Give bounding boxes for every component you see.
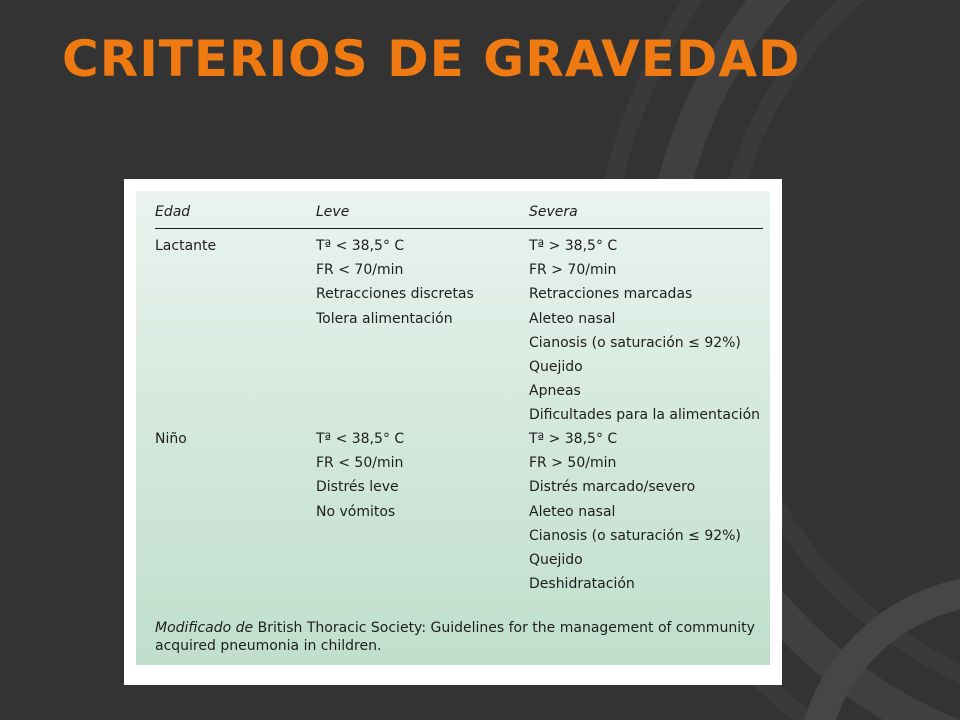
nino-leve-item: Tª < 38,5° C <box>316 431 405 447</box>
lactante-severa-item: Cianosis (o saturación ≤ 92%) <box>529 335 741 351</box>
nino-severa-item: Aleteo nasal <box>529 504 616 520</box>
nino-severa-item: Tª > 38,5° C <box>529 431 618 447</box>
table-panel <box>136 191 770 665</box>
header-edad: Edad <box>155 204 191 220</box>
lactante-severa-item: Dificultades para la alimentación <box>529 407 761 423</box>
row-label-lactante: Lactante <box>155 238 217 254</box>
severity-table <box>124 179 782 685</box>
lactante-severa-item: Aleteo nasal <box>529 311 616 327</box>
source-prefix: Modificado de <box>155 620 254 636</box>
lactante-leve-item: Tª < 38,5° C <box>316 238 405 254</box>
slide-title: CRITERIOS DE GRAVEDAD <box>62 30 801 88</box>
header-leve: Leve <box>316 204 350 220</box>
nino-severa-item: Cianosis (o saturación ≤ 92%) <box>529 528 741 544</box>
row-label-nino: Niño <box>155 431 187 447</box>
header-rule <box>155 228 763 229</box>
nino-leve-item: No vómitos <box>316 504 396 520</box>
table-source-note <box>155 619 755 655</box>
nino-severa-item: Deshidratación <box>529 576 635 592</box>
lactante-severa-item: Retracciones marcadas <box>529 286 693 302</box>
header-severa: Severa <box>529 204 578 220</box>
nino-leve-item: Distrés leve <box>316 479 399 495</box>
lactante-leve-item: Tolera alimentación <box>316 311 453 327</box>
lactante-severa-item: Quejido <box>529 359 583 375</box>
lactante-severa-item: FR > 70/min <box>529 262 617 278</box>
lactante-severa-item: Apneas <box>529 383 581 399</box>
nino-severa-item: Distrés marcado/severo <box>529 479 696 495</box>
nino-leve-item: FR < 50/min <box>316 455 404 471</box>
nino-severa-item: FR > 50/min <box>529 455 617 471</box>
lactante-severa-item: Tª > 38,5° C <box>529 238 618 254</box>
lactante-leve-item: Retracciones discretas <box>316 286 474 302</box>
source-text: British Thoracic Society: Guidelines for the management of community acquired pneumonia in children. <box>155 620 755 654</box>
nino-severa-item: Quejido <box>529 552 583 568</box>
lactante-leve-item: FR < 70/min <box>316 262 404 278</box>
